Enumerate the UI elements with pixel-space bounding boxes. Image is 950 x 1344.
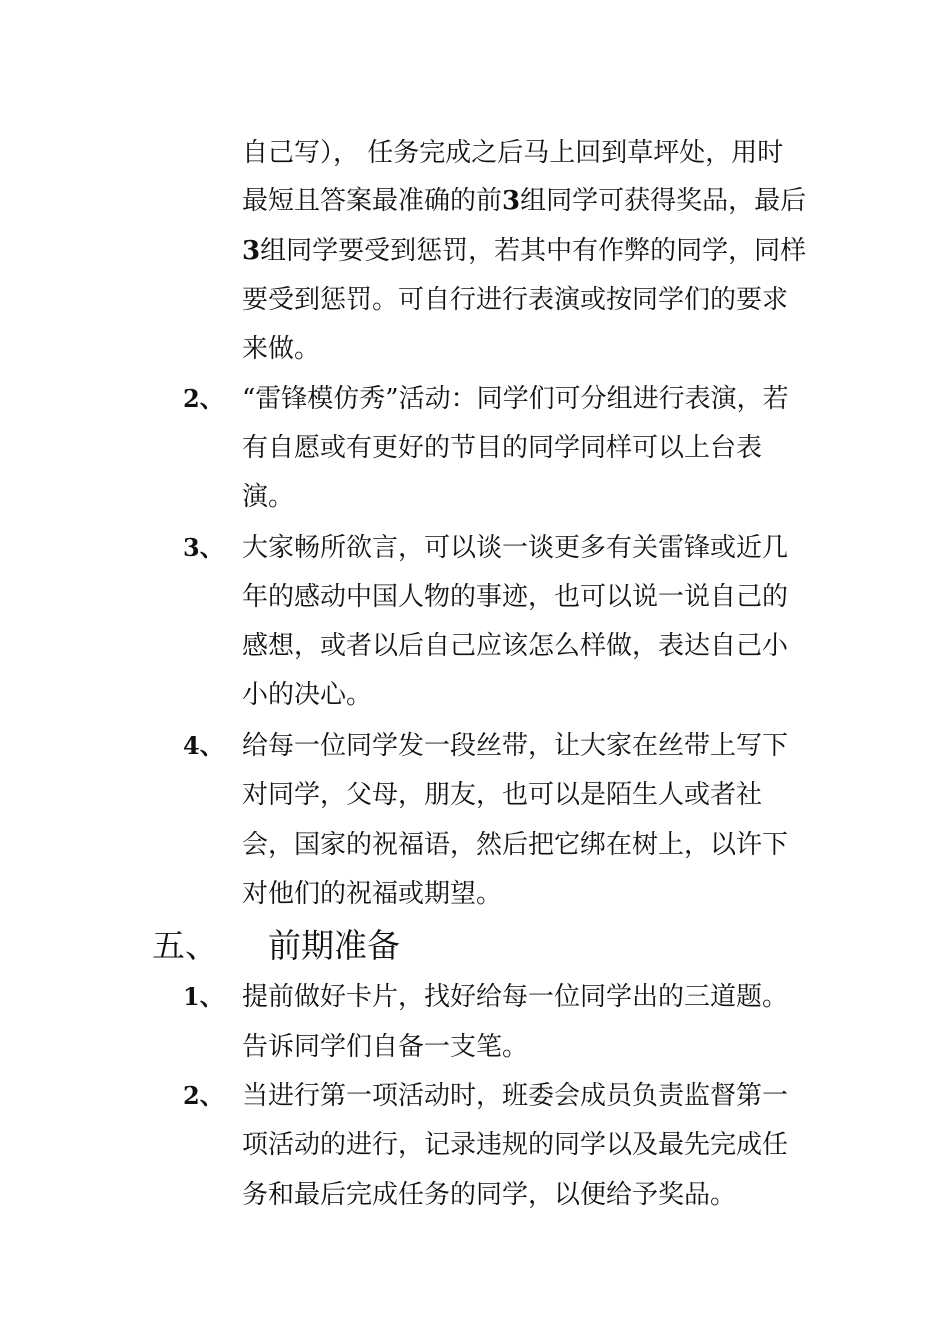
list-number: 4、	[183, 731, 224, 760]
text-line: 年的感动中国人物的事迹，也可以说一说自己的	[242, 582, 789, 612]
text-line	[242, 186, 806, 216]
text-fragment: 组同学要受到惩罚，若其中有作弊的同学，同样	[260, 236, 807, 266]
text-line: 感想，或者以后自己应该怎么样做，表达自己小	[242, 631, 789, 661]
list-number: 1、	[183, 982, 224, 1011]
list-number: 3、	[183, 533, 224, 562]
text-line: 小的决心。	[242, 680, 373, 710]
text-line: 项活动的进行，记录违规的同学以及最先完成任	[242, 1130, 789, 1160]
list-number: 2、	[183, 384, 224, 413]
text-line	[242, 236, 806, 266]
bold-number: 3	[242, 236, 261, 266]
text-fragment: 组同学可获得奖品，最后	[520, 186, 807, 216]
text-line: 给每一位同学发一段丝带，让大家在丝带上写下	[242, 731, 789, 761]
text-line: “雷锋模仿秀”活动：同学们可分组进行表演，若	[242, 384, 789, 414]
section-title: 前期准备	[268, 926, 400, 965]
text-line: 来做。	[242, 334, 321, 364]
text-line: 对他们的祝福或期望。	[242, 879, 503, 909]
text-line: 大家畅所欲言，可以谈一谈更多有关雷锋或近几	[242, 533, 789, 563]
text-line: 要受到惩罚。可自行进行表演或按同学们的要求	[242, 285, 789, 315]
text-line: 有自愿或有更好的节目的同学同样可以上台表	[242, 433, 763, 463]
section-number: 五、	[152, 926, 218, 965]
text-line: 自己写）， 任务完成之后马上回到草坪处，用时	[242, 138, 784, 168]
text-line: 会，国家的祝福语，然后把它绑在树上，以许下	[242, 830, 789, 860]
text-line: 告诉同学们自备一支笔。	[242, 1032, 529, 1062]
text-fragment: 最短且答案最准确的前	[242, 186, 503, 216]
text-line: 当进行第一项活动时，班委会成员负责监督第一	[242, 1081, 789, 1111]
text-line: 演。	[242, 482, 295, 512]
text-line: 提前做好卡片，找好给每一位同学出的三道题。	[242, 982, 789, 1012]
text-line: 对同学，父母，朋友，也可以是陌生人或者社	[242, 780, 763, 810]
list-number: 2、	[183, 1081, 224, 1110]
bold-number: 3	[502, 186, 521, 216]
text-line: 务和最后完成任务的同学，以便给予奖品。	[242, 1180, 737, 1210]
